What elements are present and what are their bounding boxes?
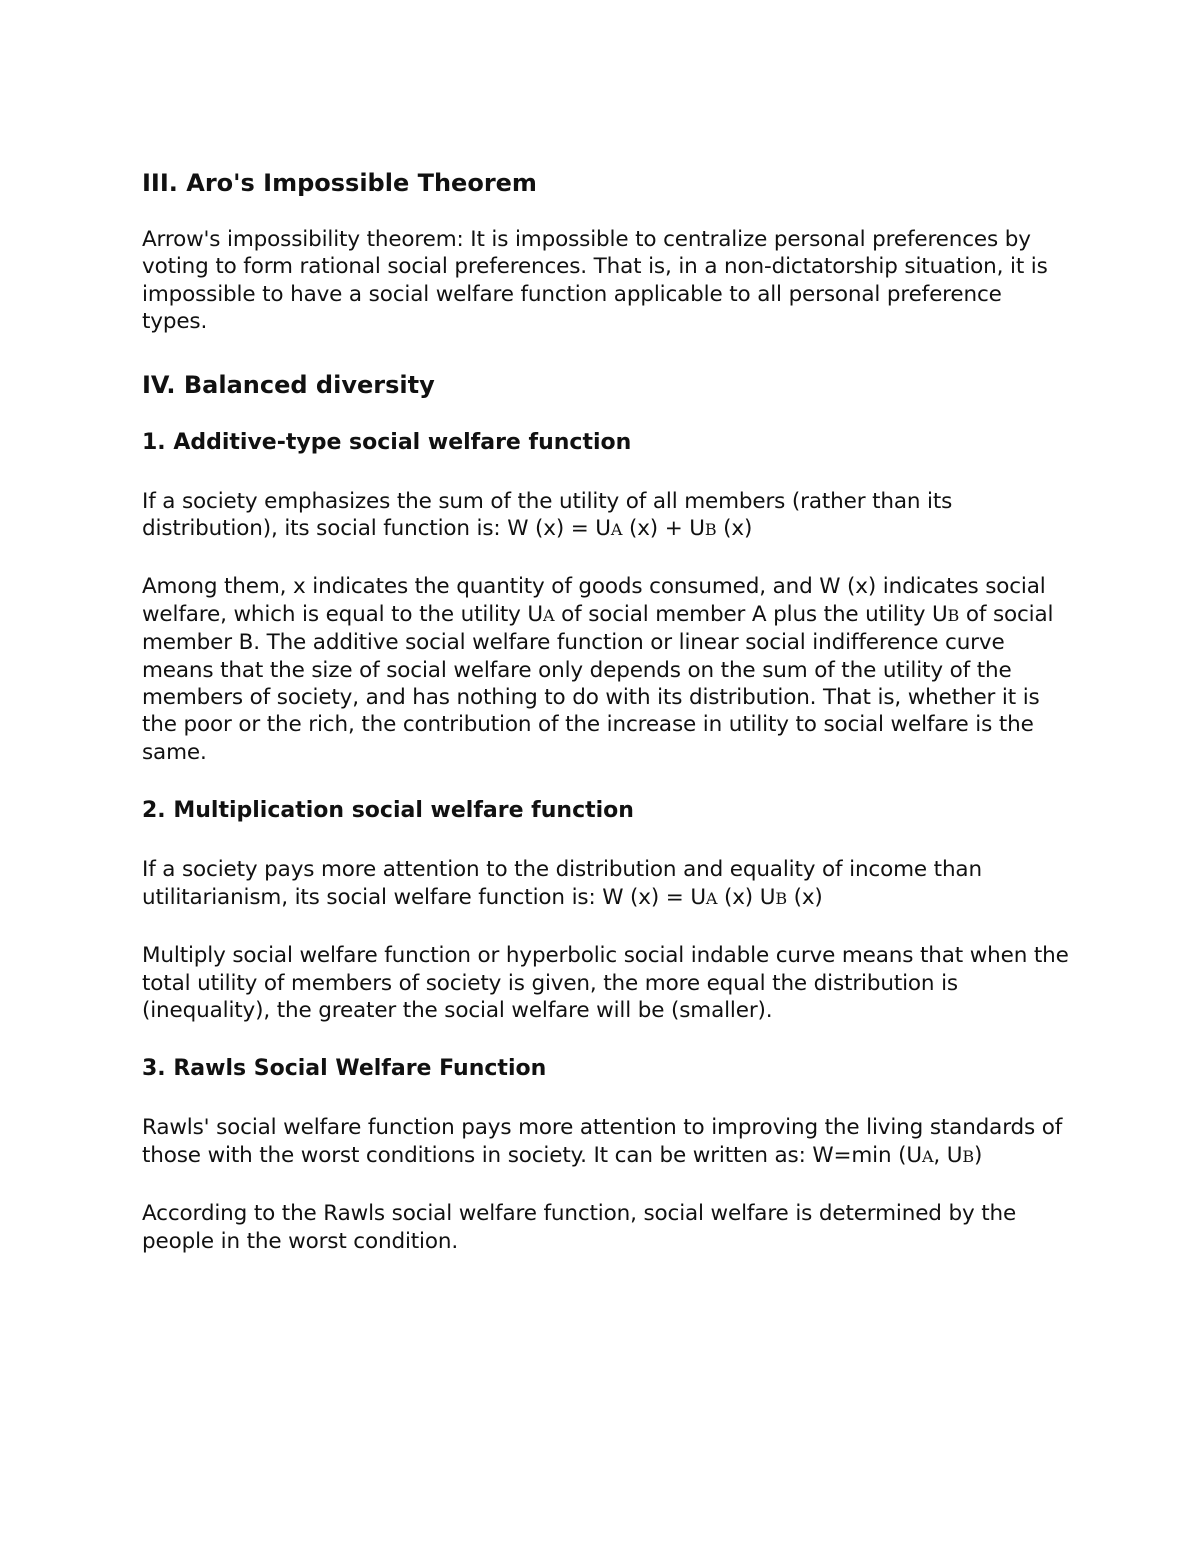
item-1-p2-b: of social member A plus the utility <box>554 601 932 627</box>
item-1-number: 1. <box>142 429 166 455</box>
item-1-paragraph-1 <box>142 488 1072 544</box>
item-3-paragraph-1 <box>142 1114 1072 1170</box>
formula-u: U <box>906 1142 922 1168</box>
item-2-heading <box>142 796 1072 826</box>
formula-u: U <box>759 884 776 910</box>
item-3-title: Rawls Social Welfare Function <box>173 1056 547 1082</box>
item-1-p1-text: If a society emphasizes the sum of the utility of all members (rather than its distribution), its social function is: W (x) = <box>142 488 953 542</box>
utility-subscript: A <box>543 605 555 625</box>
formula-part: ) <box>973 1142 983 1168</box>
formula-subscript: A <box>705 888 718 908</box>
item-3-number: 3. <box>142 1056 166 1082</box>
item-1-heading <box>142 428 1072 458</box>
formula-part: (x) <box>717 884 760 910</box>
item-2-number: 2. <box>142 798 166 824</box>
formula-part: (x) + <box>622 516 690 542</box>
formula-u: U <box>946 1142 963 1168</box>
formula-u: U <box>690 884 706 910</box>
formula-u: U <box>595 516 611 542</box>
item-2-title: Multiplication social welfare function <box>173 798 634 824</box>
item-3-paragraph-2: According to the Rawls social welfare function, social welfare is determined by the people in the worst condition. <box>142 1201 1017 1254</box>
utility-subscript: B <box>947 605 960 625</box>
item-3-p1-text: Rawls' social welfare function pays more attention to improving the living standards of those with the worst conditions in society. It can be written as: W=min ( <box>142 1115 1063 1168</box>
item-1-p2-a: Among them, x indicates the quantity of goods consumed, and W (x) indicates social welfare, which is equal to the utility <box>142 574 1046 627</box>
item-1-p2-c: of social member B. The additive social welfare function or linear social indifference curve means that the size of social welfare only depends on the sum of the utility of the members of society, and has nothing to do with its distribution. That is, whether it is the poor or the rich, the contribution of the increase in utility to social welfare is the same. <box>142 601 1054 765</box>
formula-subscript: B <box>962 1146 974 1166</box>
formula-subscript: B <box>775 888 787 908</box>
item-2-p1-text: If a society pays more attention to the distribution and equality of income than utilitarianism, its social welfare function is: W (x) = <box>142 857 982 910</box>
section-3-body: Arrow's impossibility theorem: It is impossible to centralize personal preferences by voting to form rational social preferences. That is, in a non-dictatorship situation, it is impossible to have a social welfare function applicable to all personal preference types. <box>142 227 1048 335</box>
section-3-heading: III. Aro's Impossible Theorem <box>142 169 537 197</box>
item-3-heading <box>142 1054 1072 1084</box>
item-1-paragraph-2 <box>142 573 1072 766</box>
formula-part: (x) <box>786 884 823 910</box>
item-2-paragraph-1 <box>142 856 1072 912</box>
formula-u: U <box>689 516 705 542</box>
document-page <box>142 166 1072 1255</box>
formula-subscript: A <box>921 1146 934 1166</box>
formula-part: (x) <box>716 516 753 542</box>
utility-u: U <box>931 601 948 627</box>
formula-subscript: B <box>704 520 717 540</box>
formula-part: , <box>933 1142 947 1168</box>
item-2-paragraph-2: Multiply social welfare function or hyperbolic social indable curve means that when the total utility of members of society is given, the more equal the distribution is (inequality), the greater the social welfare will be (smaller). <box>142 943 1069 1023</box>
item-1-title: Additive-type social welfare function <box>173 429 632 455</box>
section-4-heading: IV. Balanced diversity <box>142 370 435 399</box>
formula-subscript: A <box>610 520 623 540</box>
utility-u: U <box>527 601 543 627</box>
